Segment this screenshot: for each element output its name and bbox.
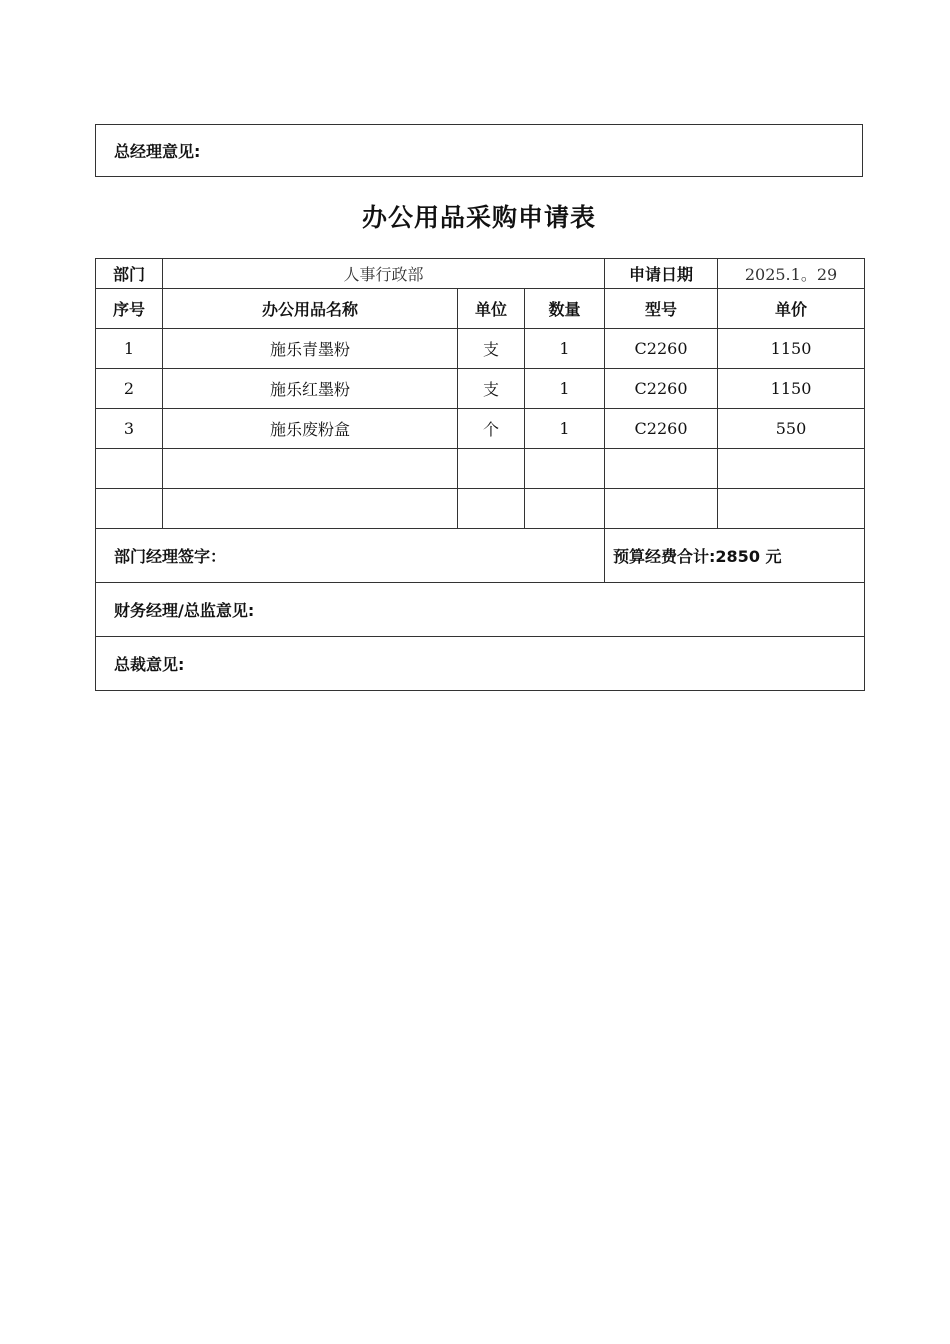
item-no (96, 449, 163, 489)
signature-row (96, 529, 865, 583)
col-header-name: 办公用品名称 (163, 289, 458, 329)
president-opinion-row (96, 637, 865, 691)
item-price: 1150 (718, 369, 865, 409)
item-name: 施乐青墨粉 (163, 329, 458, 369)
item-no (96, 489, 163, 529)
col-header-no: 序号 (96, 289, 163, 329)
col-header-qty: 数量 (525, 289, 605, 329)
table-row (96, 449, 865, 489)
item-model: C2260 (605, 409, 718, 449)
dept-manager-sign-label: 部门经理签字： (96, 529, 605, 583)
item-model (605, 449, 718, 489)
item-qty (525, 489, 605, 529)
date-label: 申请日期 (605, 259, 718, 289)
purchase-request-table (95, 258, 865, 691)
item-model (605, 489, 718, 529)
date-value: 2025.1。29 (718, 259, 865, 289)
gm-opinion-box (95, 124, 863, 177)
table-row (96, 369, 865, 409)
item-unit (458, 449, 525, 489)
item-no: 1 (96, 329, 163, 369)
president-opinion-label: 总裁意见: (96, 637, 865, 691)
item-price: 1150 (718, 329, 865, 369)
table-row (96, 409, 865, 449)
form-title: 办公用品采购申请表 (361, 203, 596, 232)
item-unit (458, 489, 525, 529)
item-name: 施乐红墨粉 (163, 369, 458, 409)
item-unit: 支 (458, 369, 525, 409)
table-row (96, 489, 865, 529)
item-qty: 1 (525, 329, 605, 369)
budget-total-label: 预算经费合计:2850 元 (605, 529, 865, 583)
dept-label: 部门 (96, 259, 163, 289)
item-name (163, 449, 458, 489)
column-header-row (96, 289, 865, 329)
item-price (718, 489, 865, 529)
item-name: 施乐废粉盒 (163, 409, 458, 449)
item-no: 2 (96, 369, 163, 409)
gm-opinion-label: 总经理意见: (114, 142, 201, 161)
finance-opinion-row (96, 583, 865, 637)
finance-opinion-label: 财务经理/总监意见: (96, 583, 865, 637)
item-name (163, 489, 458, 529)
dept-value: 人事行政部 (163, 259, 605, 289)
item-unit: 个 (458, 409, 525, 449)
item-qty: 1 (525, 409, 605, 449)
item-unit: 支 (458, 329, 525, 369)
col-header-model: 型号 (605, 289, 718, 329)
item-qty: 1 (525, 369, 605, 409)
col-header-unit: 单位 (458, 289, 525, 329)
header-row (96, 259, 865, 289)
item-price (718, 449, 865, 489)
item-model: C2260 (605, 329, 718, 369)
item-price: 550 (718, 409, 865, 449)
item-model: C2260 (605, 369, 718, 409)
item-no: 3 (96, 409, 163, 449)
col-header-price: 单价 (718, 289, 865, 329)
table-row (96, 329, 865, 369)
item-qty (525, 449, 605, 489)
